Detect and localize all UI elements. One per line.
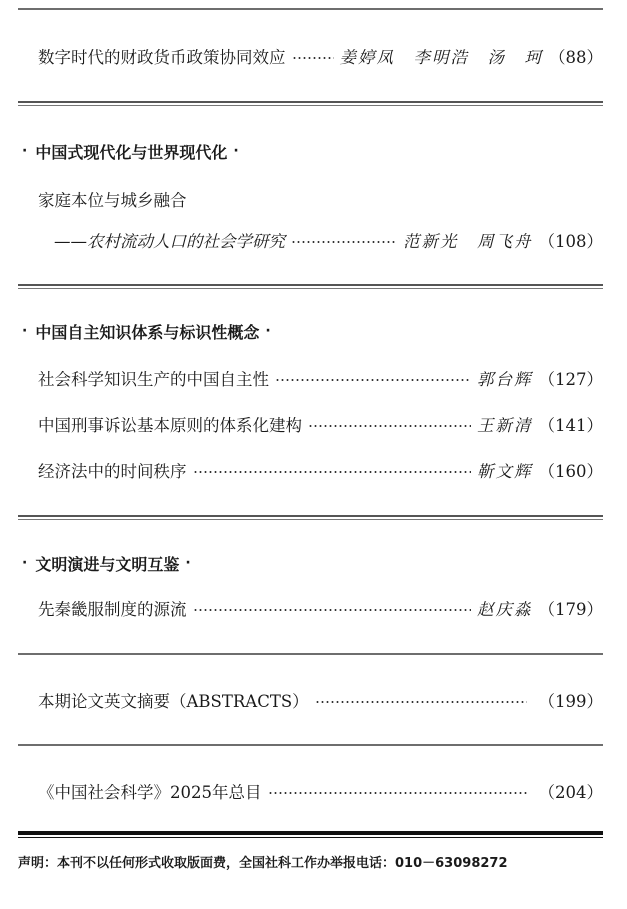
- dot-leader: [315, 701, 527, 703]
- dot-leader: [291, 241, 397, 243]
- dot-leader: [292, 57, 334, 59]
- divider: [18, 515, 603, 520]
- toc-entry[interactable]: [38, 410, 603, 438]
- divider: [18, 101, 603, 106]
- divider: [18, 831, 603, 838]
- entry-page: （141）: [538, 416, 603, 435]
- toc-entry[interactable]: [38, 42, 603, 70]
- toc-entry[interactable]: [38, 456, 603, 484]
- entry-authors: 赵庆淼: [477, 600, 533, 619]
- bullet: ·: [233, 143, 239, 159]
- entry-title: 本期论文英文摘要（ABSTRACTS）: [38, 692, 309, 711]
- dot-leader: [308, 425, 471, 427]
- entry-authors: 范新光 周飞舟: [403, 232, 533, 251]
- entry-page: （88）: [549, 48, 603, 67]
- bullet: ·: [22, 143, 28, 159]
- entry-page: （179）: [538, 600, 603, 619]
- toc-entry[interactable]: [38, 594, 603, 622]
- entry-title: 《中国社会科学》2025年总目: [38, 783, 262, 802]
- section-title: 中国自主知识体系与标识性概念: [35, 322, 260, 342]
- entry-authors: 靳文辉: [477, 462, 533, 481]
- dot-leader: [268, 792, 527, 794]
- entry-title: 家庭本位与城乡融合: [38, 191, 187, 210]
- dot-leader: [193, 471, 472, 473]
- toc-entry-index[interactable]: [38, 777, 603, 805]
- divider: [18, 8, 603, 10]
- entry-page: （108）: [538, 232, 603, 251]
- entry-title: 数字时代的财政货币政策协同效应: [38, 48, 286, 67]
- entry-page: （199）: [538, 692, 603, 711]
- section-heading: [22, 550, 191, 576]
- bullet: ·: [22, 555, 28, 571]
- bullet: ·: [22, 323, 28, 339]
- dot-leader: [193, 609, 472, 611]
- entry-title: 社会科学知识生产的中国自主性: [38, 370, 269, 389]
- entry-title: 先秦畿服制度的源流: [38, 600, 187, 619]
- notice-text: 声明：本刊不以任何形式收取版面费，全国社科工作办举报电话：010－63098272: [18, 855, 508, 871]
- section-title: 中国式现代化与世界现代化: [35, 142, 228, 162]
- entry-page: （160）: [538, 462, 603, 481]
- section-heading: [22, 318, 271, 344]
- section-title: 文明演进与文明互鉴: [35, 554, 180, 574]
- toc-entry-subtitle[interactable]: [54, 226, 603, 254]
- entry-page: （127）: [538, 370, 603, 389]
- toc-entry-abstracts[interactable]: [38, 686, 603, 714]
- entry-authors: 王新清: [477, 416, 533, 435]
- bullet: ·: [185, 555, 191, 571]
- entry-authors: 姜婷凤 李明浩 汤 珂: [339, 48, 543, 67]
- divider: [18, 744, 603, 746]
- section-heading: [22, 138, 239, 164]
- toc-entry[interactable]: [38, 185, 603, 213]
- toc-entry[interactable]: [38, 364, 603, 392]
- divider: [18, 653, 603, 655]
- entry-authors: 郭台辉: [477, 370, 533, 389]
- entry-title: 中国刑事诉讼基本原则的体系化建构: [38, 416, 302, 435]
- entry-page: （204）: [538, 783, 603, 802]
- dot-leader: [275, 379, 471, 381]
- bullet: ·: [265, 323, 271, 339]
- divider: [18, 284, 603, 289]
- entry-title: 经济法中的时间秩序: [38, 462, 187, 481]
- entry-subtitle: ——农村流动人口的社会学研究: [54, 232, 285, 251]
